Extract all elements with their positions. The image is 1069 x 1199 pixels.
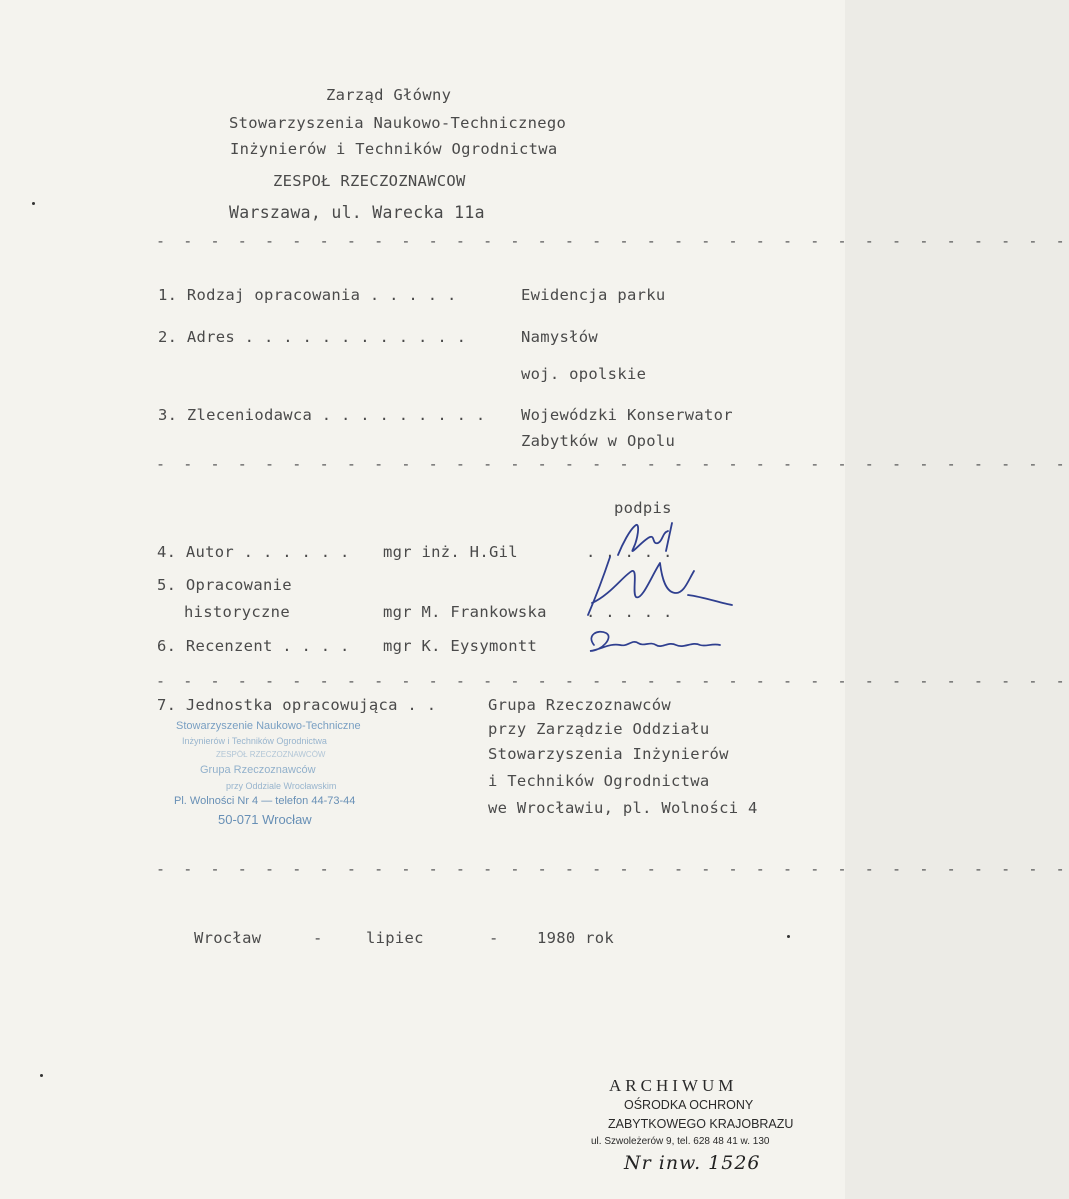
stamp-line-5: przy Oddziale Wrocławskim (226, 781, 337, 791)
header-line-4: ZESPOŁ RZECZOZNAWCOW (273, 172, 466, 190)
footer-separator-2: - (489, 929, 499, 947)
header-line-2: Stowarzyszenia Naukowo-Technicznego (229, 114, 567, 132)
stamp-line-7: 50-071 Wrocław (218, 812, 312, 827)
separator-1: - - - - - - - - - - - - - - - - - - - - - - - - - - - - - - - - - - (156, 232, 1069, 250)
item-6-label: 6. Recenzent . . . . (157, 637, 350, 655)
item-2-value-1: Namysłów (521, 328, 599, 346)
stamp-line-6: Pl. Wolności Nr 4 — telefon 44-73-44 (174, 795, 356, 807)
header-line-1: Zarząd Główny (326, 86, 452, 104)
item-7-value-3: Stowarzyszenia Inżynierów (488, 745, 729, 763)
footer-month: lipiec (366, 929, 424, 947)
archive-line-2: ZABYTKOWEGO KRAJOBRAZU (608, 1117, 794, 1131)
item-7-value-4: i Techników Ogrodnictwa (488, 772, 710, 790)
item-5-label-1: 5. Opracowanie (157, 576, 292, 594)
stamp-line-4: Grupa Rzeczoznawców (200, 764, 316, 776)
signature-eysymontt-image (580, 625, 730, 659)
header-line-3: Inżynierów i Techników Ogrodnictwa (230, 140, 558, 158)
separator-2: - - - - - - - - - - - - - - - - - - - - - - - - - - - - - - - - - - (156, 455, 1069, 473)
item-3-value-2: Zabytków w Opolu (521, 432, 676, 450)
archive-line-3: ul. Szwoleżerów 9, tel. 628 48 41 w. 130 (591, 1136, 770, 1147)
speck-3 (40, 1074, 43, 1077)
item-4-name: mgr inż. H.Gil (383, 543, 518, 561)
item-3-value-1: Wojewódzki Konserwator (521, 406, 733, 424)
item-5-label-2: historyczne (184, 603, 290, 621)
footer-city: Wrocław (194, 929, 262, 947)
header-address: Warszawa, ul. Warecka 11a (229, 203, 485, 222)
item-2-label: 2. Adres . . . . . . . . . . . . (158, 328, 467, 346)
item-7-label: 7. Jednostka opracowująca . . (157, 696, 437, 714)
item-7-value-1: Grupa Rzeczoznawców (488, 696, 672, 714)
item-3-label: 3. Zleceniodawca . . . . . . . . . (158, 406, 486, 424)
archive-title: ARCHIWUM (609, 1076, 738, 1095)
item-7-value-2: przy Zarządzie Oddziału (488, 720, 710, 738)
stamp-line-2: Inżynierów i Techników Ogrodnictwa (182, 736, 327, 746)
separator-4: - - - - - - - - - - - - - - - - - - - - - - - - - - - - - - - - - - (156, 860, 1069, 878)
item-5-dots: . . . . . (586, 603, 673, 621)
speck-1 (32, 202, 35, 205)
signature-frankowska-image (580, 545, 740, 625)
signature-header: podpis (614, 499, 672, 517)
stamp-line-3: ZESPÓŁ RZECZOZNAWCÓW (216, 750, 326, 759)
item-4-label: 4. Autor . . . . . . (157, 543, 350, 561)
archive-handwritten-number: Nr inw. 1526 (624, 1152, 761, 1174)
item-1-label: 1. Rodzaj opracowania . . . . . (158, 286, 457, 304)
item-1-value: Ewidencja parku (521, 286, 666, 304)
footer-year: 1980 rok (537, 929, 615, 947)
stamp-line-1: Stowarzyszenie Naukowo-Techniczne (176, 720, 361, 732)
item-2-value-2: woj. opolskie (521, 365, 647, 383)
separator-3: - - - - - - - - - - - - - - - - - - - - - - - - - - - - - - - - - - (156, 672, 1069, 690)
item-7-value-5: we Wrocławiu, pl. Wolności 4 (488, 799, 758, 817)
organization-stamp (168, 718, 428, 833)
item-4-dots: . . . . . (586, 543, 673, 561)
item-6-name: mgr K. Eysymontt (383, 637, 538, 655)
archive-line-1: OŚRODKA OCHRONY (624, 1098, 754, 1112)
item-5-name: mgr M. Frankowska (383, 603, 547, 621)
speck-2 (787, 935, 790, 938)
footer-separator-1: - (313, 929, 323, 947)
